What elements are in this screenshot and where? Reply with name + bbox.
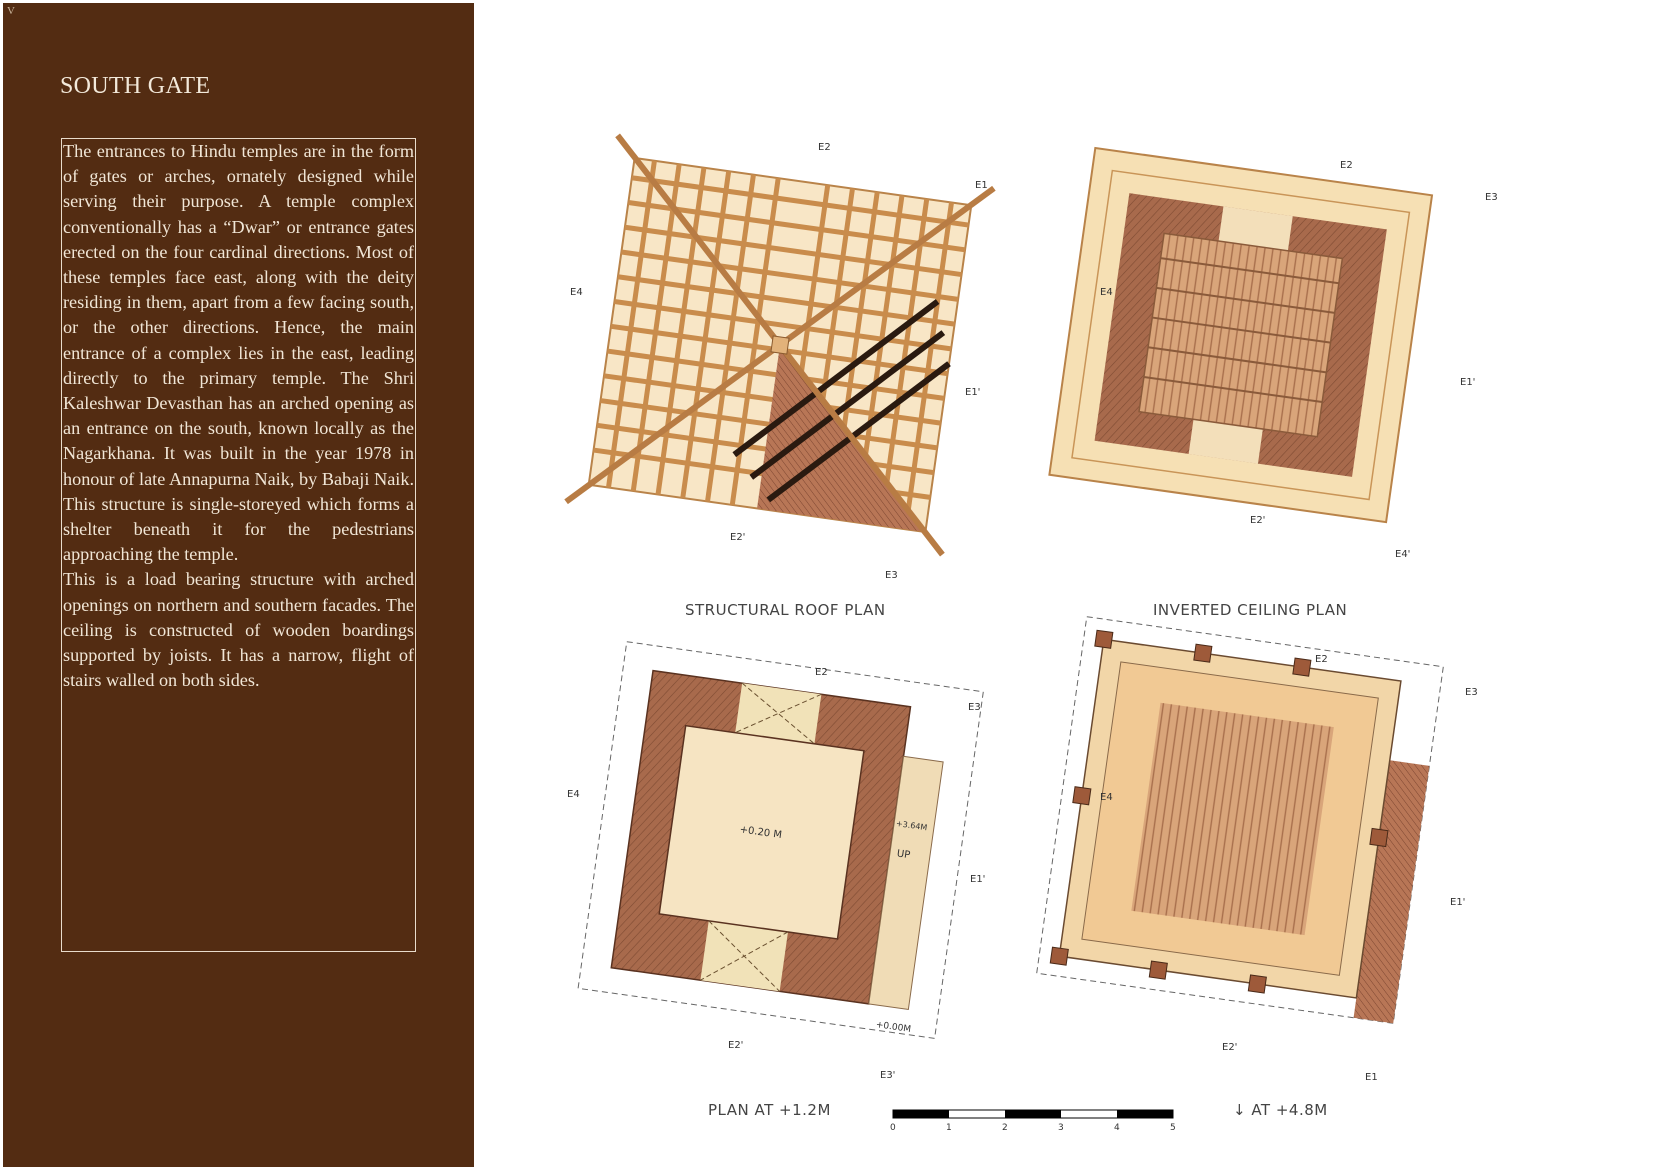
scale-tick-3: 3 <box>1058 1123 1064 1133</box>
up-label: UP <box>896 848 911 862</box>
marker-plan-right: E3 <box>968 702 981 713</box>
caption-inverted-ceiling-plan: INVERTED CEILING PLAN <box>1153 601 1348 619</box>
page-mark: V <box>7 5 15 17</box>
marker-roof-bottom: E2' <box>730 532 746 543</box>
marker-plan-bottom: E2' <box>728 1040 744 1051</box>
marker-plan-top: E2 <box>815 667 828 678</box>
marker-roof-east: E1' <box>965 387 981 398</box>
marker-ceiling-east: E1' <box>1460 377 1476 388</box>
plan-at-1-2m <box>578 642 986 1039</box>
ceiling-boards <box>1139 233 1342 436</box>
marker-upper-right: E3 <box>1465 687 1478 698</box>
marker-roof-left: E4 <box>570 287 583 298</box>
text-frame <box>61 138 416 952</box>
page-title: SOUTH GATE <box>60 73 211 99</box>
paragraph-2: This is a load bearing structure with arched openings on northern and southern facades. The ceiling is constructed of wooden boardings supported by joists. It has a narrow, flight of stairs walled on both sides. <box>63 569 414 691</box>
marker-upper-east: E1' <box>1450 897 1466 908</box>
marker-upper-top: E2 <box>1315 654 1328 665</box>
paragraph-1: The entrances to Hindu temples are in the form of gates or arches, ornately designed while serving their purpose. A temple complex conventionally has a “Dwar” or entrance gates erected on the four cardinal directions. Most of these temples face east, along with the deity residing in them, apart from a few facing south, or the other directions. Hence, the main entrance of a complex lies in the east, leading directly to the primary temple. The Shri Kaleshwar Devasthan has an arched opening as an entrance on the south, known locally as the Nagarkhana. It was built in the year 1978 in honour of late Annapurna Naik, by Babaji Naik. This structure is single-storeyed which forms a shelter beneath it for the pedestrians approaching the temple. <box>63 141 414 565</box>
level-center: +0.20 M <box>738 824 783 842</box>
scale-tick-0: 0 <box>890 1123 896 1133</box>
drawings-canvas <box>474 0 1654 1170</box>
marker-ceiling-bottom: E2' <box>1250 515 1266 526</box>
marker-ceiling-right: E3 <box>1485 192 1498 203</box>
sidebar-panel <box>3 3 474 1167</box>
marker-roof-south: E3 <box>885 570 898 581</box>
marker-upper-left: E4 <box>1100 792 1113 803</box>
inverted-ceiling-plan <box>1049 148 1432 522</box>
scale-tick-5: 5 <box>1170 1123 1176 1133</box>
level-bottom: +0.00M <box>875 1020 912 1035</box>
marker-roof-top: E2 <box>818 142 831 153</box>
body-text <box>62 139 415 693</box>
marker-upper-corner: E1 <box>1365 1072 1378 1083</box>
plan48-boards <box>1131 703 1334 935</box>
marker-plan-east: E1' <box>970 874 986 885</box>
marker-upper-bottom: E2' <box>1222 1042 1238 1053</box>
marker-ceiling-top: E2 <box>1340 160 1353 171</box>
marker-plan-south: E3' <box>880 1070 896 1081</box>
marker-ceiling-left: E4 <box>1100 287 1113 298</box>
scale-tick-4: 4 <box>1114 1123 1120 1133</box>
marker-plan-left: E4 <box>567 789 580 800</box>
marker-roof-right: E1 <box>975 180 988 191</box>
scale-bar <box>890 1110 1176 1133</box>
marker-ceiling-corner: E4' <box>1395 549 1411 560</box>
caption-plan-at-1-2m: PLAN AT +1.2M <box>708 1101 831 1119</box>
plan-at-4-8m <box>1037 617 1444 1024</box>
caption-plan-at-4-8m: ↓ AT +4.8M <box>1233 1101 1328 1119</box>
caption-structural-roof-plan: STRUCTURAL ROOF PLAN <box>685 601 886 619</box>
roof-king-post <box>771 336 789 354</box>
structural-roof-plan <box>566 135 994 554</box>
scale-tick-2: 2 <box>1002 1123 1008 1133</box>
scale-tick-1: 1 <box>946 1123 952 1133</box>
level-stair: +3.64M <box>895 818 928 833</box>
